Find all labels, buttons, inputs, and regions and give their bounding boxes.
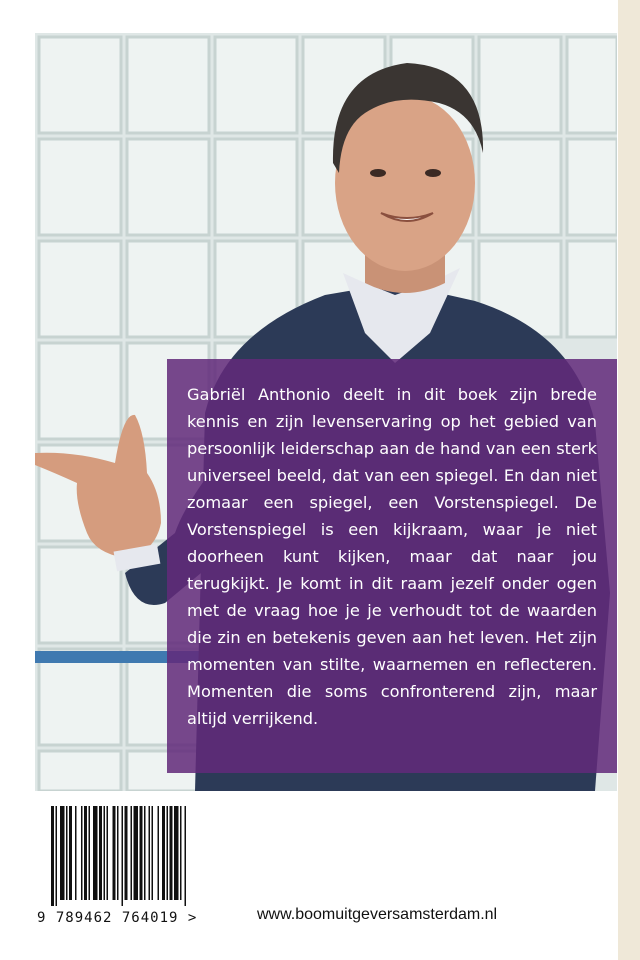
barcode-bar	[134, 806, 139, 900]
blurb-text: Gabriël Anthonio deelt in dit boek zijn brede kennis en zijn levenservaring op het gebied van persoonlijk leiderschap aan de hand van een sterk universeel beeld, dat van een spiegel. En dan niet zomaar een spiegel, een Vorstenspiegel. De Vorstenspiegel is een kijkraam, waar je niet doorheen kunt kijken, maar dat naar jou terugkijkt. Je komt in dit raam jezelf onder ogen met de vraag hoe je je verhoudt tot de waarden die zin en betekenis geven aan het leven. Het zijn momenten van stilte, waarnemen en reflecteren. Momenten die soms confronterend zijn, maar altijd verrijkend.	[187, 385, 597, 728]
barcode-bar	[104, 806, 106, 900]
barcode-bar	[131, 806, 133, 900]
barcode	[37, 806, 237, 928]
barcode-bar	[56, 806, 58, 906]
barcode-bar	[180, 806, 182, 900]
barcode-bar	[60, 806, 65, 900]
barcode-bar	[51, 806, 54, 906]
barcode-bar	[107, 806, 109, 900]
barcode-bars	[37, 806, 237, 906]
paper-edge	[618, 0, 640, 960]
barcode-bar	[170, 806, 173, 900]
publisher-website[interactable]: www.boomuitgeversamsterdam.nl	[257, 906, 498, 923]
barcode-bar	[174, 806, 179, 900]
barcode-bar	[69, 806, 72, 900]
barcode-bar	[93, 806, 98, 900]
barcode-bar	[84, 806, 87, 900]
barcode-bar	[75, 806, 77, 900]
barcode-bar	[99, 806, 102, 900]
barcode-bar	[89, 806, 91, 900]
barcode-bar	[117, 806, 119, 900]
barcode-bar	[66, 806, 68, 900]
barcode-bar	[122, 806, 124, 906]
barcode-bar	[162, 806, 165, 900]
barcode-bar	[185, 806, 187, 906]
barcode-bar	[158, 806, 160, 900]
barcode-bar	[125, 806, 128, 900]
blurb-panel	[167, 359, 617, 773]
barcode-bar	[140, 806, 143, 900]
isbn-number: 9 789462 764019 >	[37, 910, 198, 926]
barcode-bar	[152, 806, 154, 900]
face	[335, 95, 475, 271]
barcode-bar	[81, 806, 83, 900]
barcode-bar	[144, 806, 146, 900]
barcode-bar	[149, 806, 151, 900]
barcode-bar	[167, 806, 169, 900]
barcode-bar	[113, 806, 116, 900]
